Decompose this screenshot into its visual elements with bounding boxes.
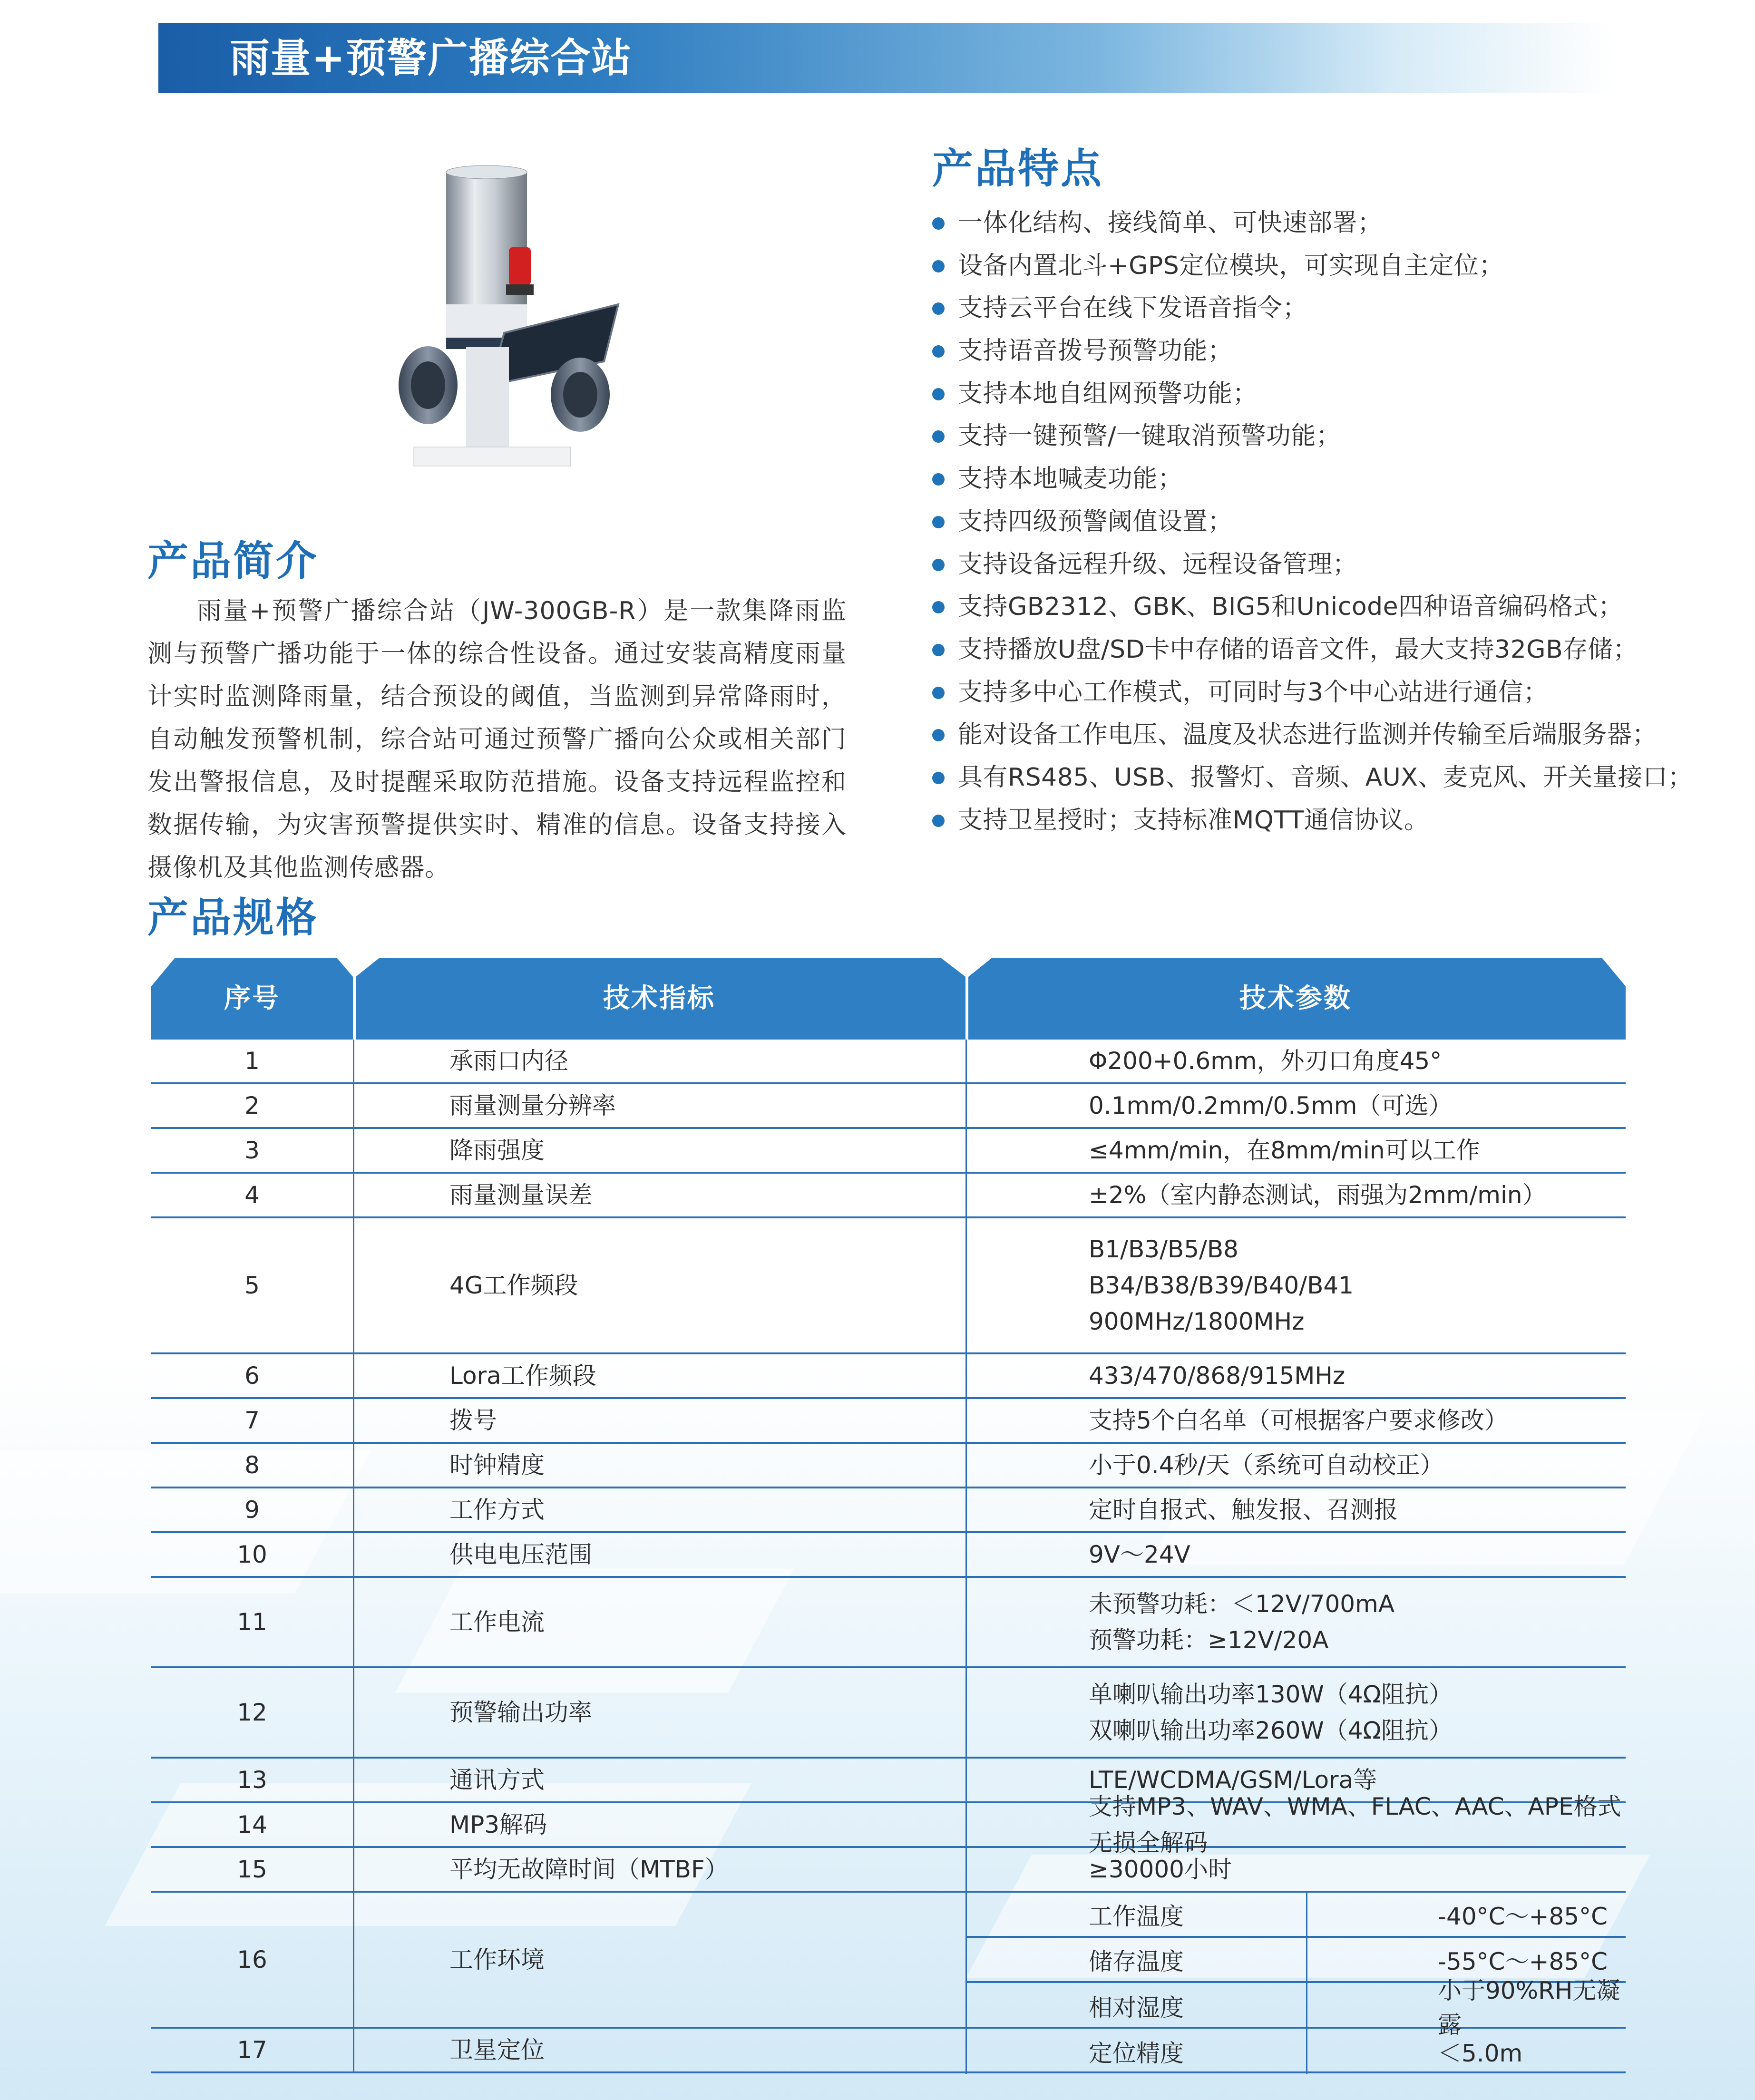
table-row: [151, 1129, 1626, 1174]
table-row: [151, 1444, 1626, 1488]
cell-name: 雨量测量误差: [353, 1174, 965, 1216]
sub-row: [965, 1976, 1626, 2039]
cell-value: [965, 1578, 1626, 1666]
bullet-icon: [932, 729, 945, 741]
cell-no: 13: [237, 1766, 267, 1794]
feature-text: 支持GB2312、GBK、BIG5和Unicode四种语音编码格式；: [958, 593, 1623, 622]
cell-no: 15: [237, 1856, 267, 1883]
cell-name: 通讯方式: [353, 1759, 965, 1801]
cell-value: [965, 1174, 1626, 1216]
cell-value: [965, 1084, 1626, 1127]
value-line: 支持MP3、WAV、WMA、FLAC、AAC、APE格式无损全解码: [1089, 1793, 1621, 1857]
cell-no: 9: [244, 1496, 260, 1524]
product-image: [395, 162, 642, 495]
bullet-icon: [932, 687, 945, 699]
intro-heading: 产品简介: [147, 537, 319, 585]
value-line: B34/B38/B39/B40/B41: [1089, 1272, 1354, 1299]
cell-value: [965, 1793, 1626, 1857]
cell-no: 5: [244, 1272, 260, 1299]
feature-item: [932, 415, 1693, 458]
feature-item: [932, 202, 1693, 245]
bullet-icon: [932, 473, 945, 486]
feature-text: 支持一键预警/一键取消预警功能；: [958, 422, 1341, 451]
cell-value: [965, 1399, 1626, 1442]
cell-value: [965, 1848, 1626, 1891]
sub-key: 定位精度: [965, 2029, 1306, 2074]
feature-item: [932, 671, 1693, 714]
value-line: ≤4mm/min，在8mm/min可以工作: [1089, 1137, 1480, 1164]
cell-no: 8: [244, 1451, 260, 1479]
cell-name: 预警输出功率: [353, 1668, 965, 1757]
table-row: [151, 1174, 1626, 1218]
cell-no: 4: [244, 1181, 260, 1209]
header-value: 技术参数: [1239, 983, 1352, 1014]
sub-key: 工作温度: [965, 1893, 1306, 1936]
value-line: 双喇叭输出功率260W（4Ω阻抗）: [1089, 1717, 1453, 1744]
cell-value: [965, 1354, 1626, 1397]
table-row: [151, 1533, 1626, 1578]
cell-name: 拨号: [353, 1399, 965, 1442]
bullet-icon: [932, 601, 945, 613]
cell-value: [965, 1218, 1626, 1352]
feature-item: [932, 629, 1693, 671]
feature-item: [932, 245, 1693, 288]
cell-name: 时钟精度: [353, 1444, 965, 1487]
cell-name: 工作方式: [353, 1488, 965, 1531]
bullet-icon: [932, 217, 945, 230]
header-banner: [158, 23, 1614, 93]
value-line: LTE/WCDMA/GSM/Lora等: [1089, 1766, 1377, 1794]
value-line: 433/470/868/915MHz: [1089, 1362, 1346, 1390]
value-line: 支持5个白名单（可根据客户要求修改）: [1089, 1407, 1508, 1434]
sub-key: 相对湿度: [965, 1983, 1306, 2028]
feature-text: 支持云平台在线下发语音指令；: [958, 294, 1308, 323]
page-title: 雨量+预警广播综合站: [230, 35, 633, 81]
cell-value: [965, 1129, 1626, 1172]
feature-item: [932, 458, 1693, 501]
table-row: [151, 1668, 1626, 1759]
cell-value: [965, 1668, 1626, 1757]
sub-row: [965, 1893, 1626, 1938]
feature-text: 支持多中心工作模式，可同时与3个中心站进行通信；: [958, 678, 1549, 707]
bullet-icon: [932, 345, 945, 358]
header-name: 技术指标: [603, 983, 715, 1014]
cell-name: 承雨口内径: [353, 1040, 965, 1082]
bullet-icon: [932, 260, 945, 272]
cell-name: 降雨强度: [353, 1129, 965, 1172]
cell-name: MP3解码: [353, 1803, 965, 1846]
value-line: Φ200+0.6mm，外刃口角度45°: [1089, 1047, 1442, 1075]
cell-no: 10: [237, 1541, 267, 1568]
feature-text: 支持本地自组网预警功能；: [958, 379, 1258, 408]
feature-item: [932, 373, 1693, 416]
features-list: [932, 202, 1693, 842]
cell-name: Lora工作频段: [353, 1354, 965, 1397]
header-no: 序号: [224, 983, 280, 1014]
cell-name: 4G工作频段: [353, 1218, 965, 1352]
bullet-icon: [932, 516, 945, 528]
feature-text: 支持卫星授时；支持标准MQTT通信协议。: [958, 806, 1429, 835]
spec-table-header: [151, 958, 1626, 1040]
cell-no: 14: [237, 1811, 267, 1838]
spec-heading: 产品规格: [147, 894, 319, 942]
feature-item: [932, 586, 1693, 629]
cell-name: 卫星定位: [353, 2029, 965, 2071]
cell-no: 2: [244, 1092, 260, 1119]
feature-item: [932, 799, 1693, 842]
value-line: ≥30000小时: [1089, 1856, 1232, 1883]
sub-value: ＜5.0m: [1306, 2029, 1626, 2074]
value-line: 0.1mm/0.2mm/0.5mm（可选）: [1089, 1092, 1453, 1119]
cell-name: 平均无故障时间（MTBF）: [353, 1848, 965, 1891]
feature-text: 能对设备工作电压、温度及状态进行监测并传输至后端服务器；: [958, 720, 1658, 749]
cell-no: 1: [244, 1047, 260, 1075]
sub-row: [965, 2029, 1626, 2074]
value-line: 小于0.4秒/天（系统可自动校正）: [1089, 1451, 1444, 1479]
cell-value: [965, 1533, 1626, 1576]
bullet-icon: [932, 388, 945, 400]
cell-no: 7: [244, 1407, 260, 1434]
table-row: [151, 1793, 1626, 1857]
table-row: [151, 1218, 1626, 1354]
feature-text: 支持四级预警阈值设置；: [958, 507, 1233, 536]
sub-value: -40°C～+85°C: [1306, 1893, 1626, 1936]
table-row: [151, 1578, 1626, 1668]
cell-value: [965, 1040, 1626, 1082]
cell-no: 17: [237, 2036, 267, 2064]
sub-key: 储存温度: [965, 1938, 1306, 1981]
cell-no: 3: [244, 1137, 260, 1164]
feature-item: [932, 287, 1693, 330]
table-row: [151, 1488, 1626, 1533]
value-line: 9V～24V: [1089, 1541, 1190, 1568]
cell-no: 12: [237, 1699, 267, 1726]
bullet-icon: [932, 644, 945, 656]
feature-item: [932, 501, 1693, 544]
feature-text: 具有RS485、USB、报警灯、音频、AUX、麦克风、开关量接口；: [958, 763, 1693, 792]
sub-value: 小于90%RH无凝露: [1306, 1983, 1626, 2028]
table-row: [151, 1848, 1626, 1893]
cell-value: [965, 1444, 1626, 1487]
feature-text: 支持语音拨号预警功能；: [958, 337, 1233, 366]
value-line: 900MHz/1800MHz: [1089, 1308, 1305, 1335]
bullet-icon: [932, 430, 945, 443]
bullet-icon: [932, 772, 945, 784]
cell-name: 供电电压范围: [353, 1533, 965, 1576]
value-line: B1/B3/B5/B8: [1089, 1235, 1238, 1263]
value-line: 单喇叭输出功率130W（4Ω阻抗）: [1089, 1681, 1453, 1708]
sub-value: -55°C～+85°C: [1306, 1938, 1626, 1981]
value-line: ±2%（室内静态测试，雨强为2mm/min）: [1089, 1181, 1546, 1209]
feature-text: 一体化结构、接线简单、可快速部署；: [958, 209, 1383, 237]
feature-text: 支持本地喊麦功能；: [958, 465, 1183, 494]
table-row: [151, 2029, 1626, 2073]
table-row: [151, 1084, 1626, 1129]
bullet-icon: [932, 559, 945, 571]
bullet-icon: [932, 302, 945, 315]
cell-no: 16: [237, 1946, 267, 1974]
intro-paragraph: 雨量+预警广播综合站（JW-300GB-R）是一款集降雨监测与预警广播功能于一体的综合性设备。通过安装高精度雨量计实时监测降雨量，结合预设的阈值，当监测到异常降雨时，自动触发预警机制，综合站可通过预警广播向公众或相关部门发出警报信息，及时提醒采取防范措施。设备支持远程监控和数据传输，为灾害预警提供实时、精准的信息。设备支持接入摄像机及其他监测传感器。: [147, 597, 847, 882]
value-line: 预警功耗：≥12V/20A: [1089, 1626, 1329, 1654]
features-heading: 产品特点: [932, 145, 1103, 193]
feature-text: 支持设备远程升级、远程设备管理；: [958, 550, 1358, 579]
cell-no: 6: [244, 1362, 260, 1390]
cell-name: 工作电流: [353, 1578, 965, 1666]
table-row: [151, 1893, 1626, 2039]
feature-item: [932, 757, 1693, 799]
cell-value: [965, 1488, 1626, 1531]
cell-name: 工作环境: [353, 1893, 965, 2027]
table-row: [151, 1354, 1626, 1399]
value-line: 定时自报式、触发报、召测报: [1089, 1496, 1398, 1524]
value-line: 未预警功耗：＜12V/700mA: [1089, 1590, 1395, 1618]
feature-item: [932, 714, 1693, 757]
feature-item: [932, 544, 1693, 586]
table-row: [151, 1040, 1626, 1084]
cell-name: 雨量测量分辨率: [353, 1084, 965, 1127]
table-row: [151, 1399, 1626, 1444]
cell-no: 11: [237, 1608, 267, 1636]
feature-text: 设备内置北斗+GPS定位模块，可实现自主定位；: [958, 251, 1504, 280]
feature-item: [932, 330, 1693, 373]
feature-text: 支持播放U盘/SD卡中存储的语音文件，最大支持32GB存储；: [958, 635, 1638, 664]
bullet-icon: [932, 815, 945, 827]
